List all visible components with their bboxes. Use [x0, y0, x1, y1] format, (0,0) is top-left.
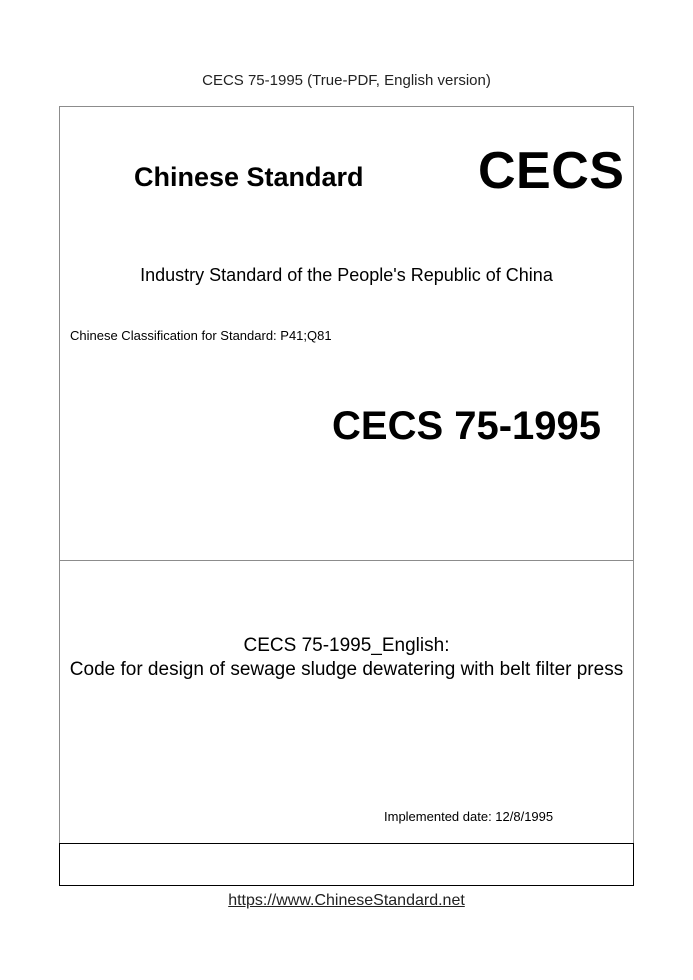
document-header-title: CECS 75-1995 (True-PDF, English version): [202, 72, 491, 89]
standard-number: CECS 75-1995: [332, 404, 602, 448]
document-title-line2: Code for design of sewage sludge dewatering with belt filter press: [69, 659, 624, 680]
website-link[interactable]: https://www.ChineseStandard.net: [228, 892, 465, 909]
document-title: [60, 634, 633, 682]
cecs-logo-text: CECS: [478, 142, 625, 200]
implemented-date: Implemented date: 12/8/1995: [384, 809, 554, 824]
cover-lower-frame: [59, 560, 634, 844]
chinese-standard-heading: Chinese Standard: [134, 162, 364, 192]
classification-text: Chinese Classification for Standard: P41;Q81: [70, 328, 332, 343]
document-title-line1: CECS 75-1995_English:: [243, 635, 450, 656]
cover-bottom-frame: [59, 843, 634, 886]
industry-standard-subtitle: Industry Standard of the People's Republic of China: [140, 265, 553, 285]
